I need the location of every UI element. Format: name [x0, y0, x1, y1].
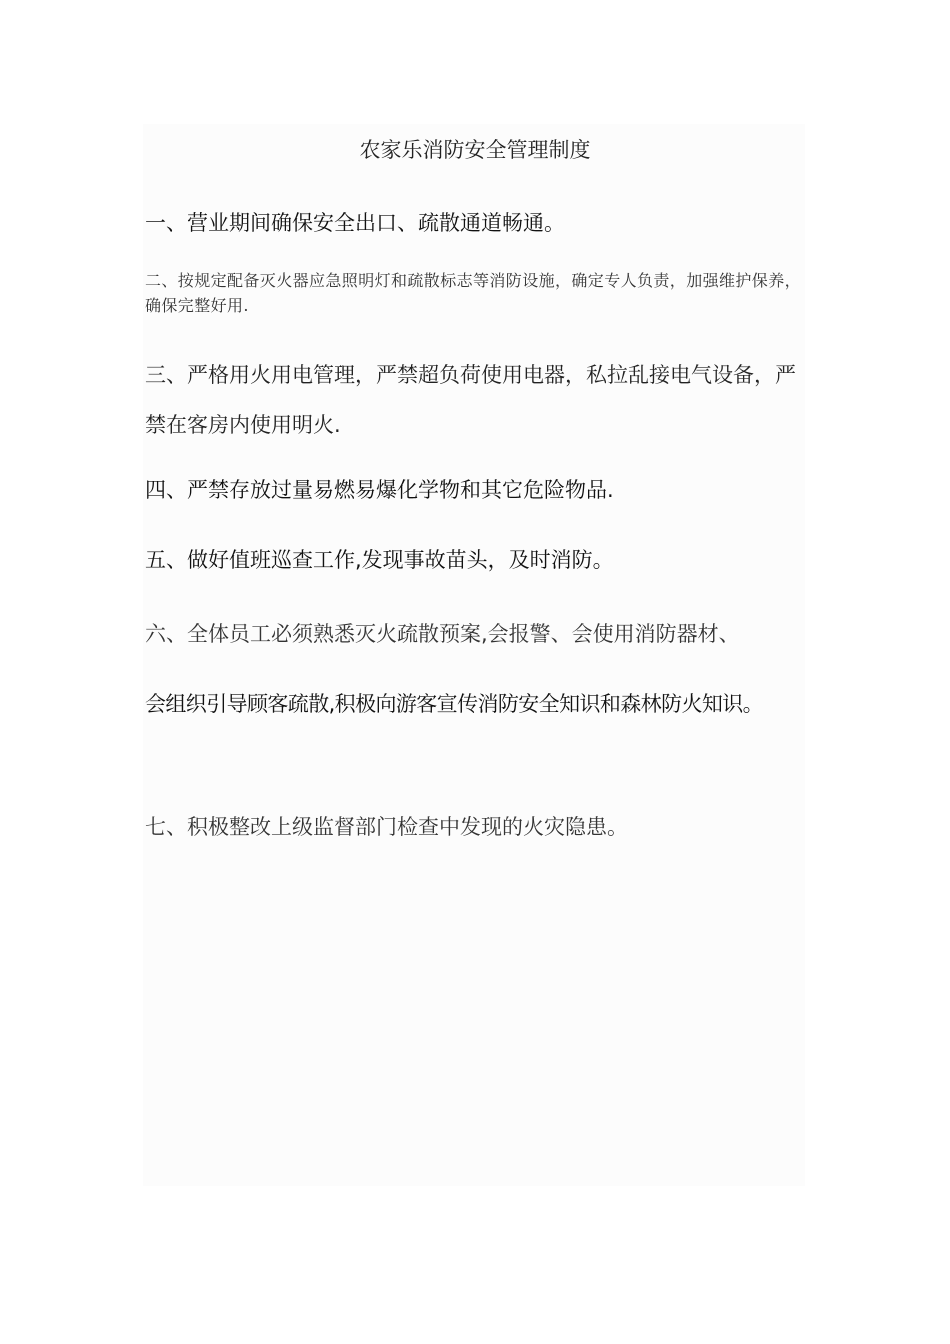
- rule-item-6: 六、全体员工必须熟悉灭火疏散预案,会报警、会使用消防器材、: [145, 622, 740, 646]
- rule-item-7: 七、积极整改上级监督部门检查中发现的火灾隐患。: [145, 815, 628, 839]
- rule-item-5: 五、做好值班巡查工作,发现事故苗头，及时消防。: [145, 548, 614, 572]
- rule-item-4: 四、严禁存放过量易燃易爆化学物和其它危险物品.: [145, 478, 614, 502]
- rule-item-6-continued: 会组织引导顾客疏散,积极向游客宣传消防安全知识和森林防火知识。: [145, 692, 764, 716]
- rule-item-3: 三、严格用火用电管理，严禁超负荷使用电器，私拉乱接电气设备，严禁在客房内使用明火.: [145, 363, 796, 437]
- document-title: 农家乐消防安全管理制度: [359, 138, 591, 162]
- rule-item-2: 二、按规定配备灭火器应急照明灯和疏散标志等消防设施，确定专人负责，加强维护保养，确保完整好用.: [145, 271, 802, 315]
- rule-item-1: 一、营业期间确保安全出口、疏散通道畅通。: [145, 211, 565, 235]
